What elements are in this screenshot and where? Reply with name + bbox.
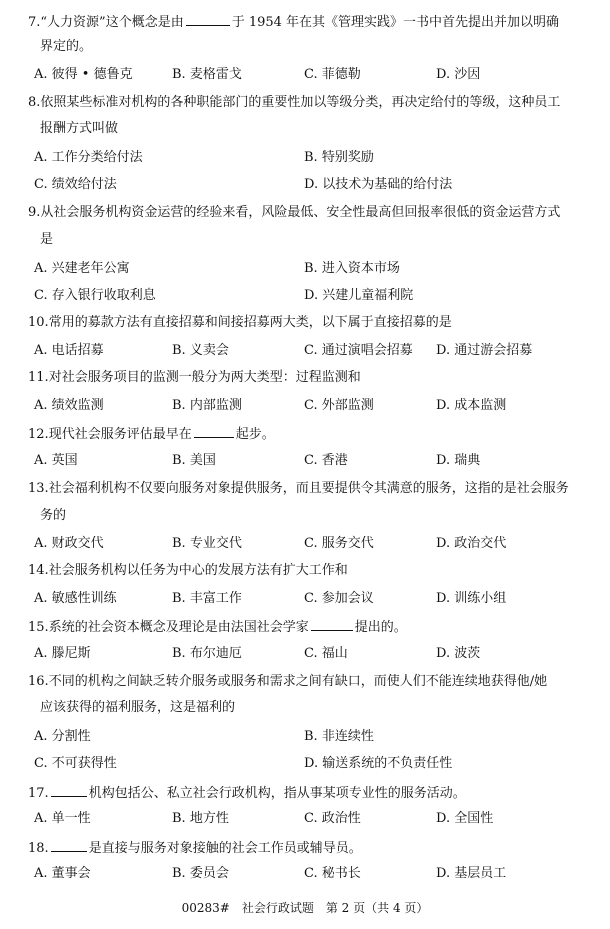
option-d: D. 成本监测 <box>436 398 507 413</box>
question-16 <box>28 675 588 688</box>
option-c: C. 通过演唱会招募 <box>304 343 413 358</box>
question-number: 13. <box>28 481 49 496</box>
question-stem: 现代社会服务评估最早在 <box>48 427 192 442</box>
option-c: C. 香港 <box>304 453 348 468</box>
option-a: A. 电话招募 <box>34 343 104 358</box>
option-b: B. 布尔迪厄 <box>172 646 242 661</box>
option-d: D. 全国性 <box>436 811 494 826</box>
option-b: B. 地方性 <box>172 811 229 826</box>
question-stem: 依照某些标准对机构的各种职能部门的重要性加以等级分类，再决定给付的等级，这种员工 <box>40 95 561 110</box>
question-9 <box>28 206 588 219</box>
option-c: C. 秘书长 <box>304 866 361 881</box>
question-stem: 从社会服务机构资金运营的经验来看，风险最低、安全性最高但回报率很低的资金运营方式 <box>40 205 561 220</box>
question-number: 18. <box>28 841 49 856</box>
option-d: D. 政治交代 <box>436 536 507 551</box>
option-b: B. 义卖会 <box>172 343 229 358</box>
question-15 <box>28 619 588 634</box>
option-c: C. 服务交代 <box>304 536 374 551</box>
question-number: 14. <box>28 563 49 578</box>
question-number: 10. <box>28 315 49 330</box>
question-8 <box>28 96 588 109</box>
option-d: D. 波茨 <box>436 646 481 661</box>
option-a: A. 工作分类给付法 <box>34 150 143 165</box>
question-stem: 社会服务机构以任务为中心的发展方法有扩大工作和 <box>48 563 348 578</box>
option-b: B. 非连续性 <box>304 729 374 744</box>
option-a: A. 董事会 <box>34 866 91 881</box>
question-12 <box>28 426 588 441</box>
question-9-continued: 是 <box>40 232 54 247</box>
option-c: C. 不可获得性 <box>34 756 117 771</box>
question-number: 8. <box>28 95 41 110</box>
exam-title: 社会行政试题 <box>241 901 314 915</box>
option-a: A. 绩效监测 <box>34 398 104 413</box>
option-b: B. 丰富工作 <box>172 591 242 606</box>
question-10 <box>28 316 588 329</box>
question-18 <box>28 840 588 855</box>
question-stem-continued: 提出的。 <box>354 620 407 635</box>
question-stem: 对社会服务项目的监测一般分为两大类型：过程监测和 <box>48 370 361 385</box>
exam-code: 00283# <box>181 901 230 915</box>
option-a: A. 单一性 <box>34 811 91 826</box>
option-d: D. 以技术为基础的给付法 <box>304 177 453 192</box>
question-17 <box>28 785 588 800</box>
option-a: A. 英国 <box>34 453 78 468</box>
question-11 <box>28 371 588 384</box>
question-16-continued: 应该获得的福利服务，这是福利的 <box>40 700 236 715</box>
option-c: C. 福山 <box>304 646 348 661</box>
question-13 <box>28 482 588 495</box>
option-b: B. 美国 <box>172 453 216 468</box>
option-d: D. 兴建儿童福利院 <box>304 288 414 303</box>
option-c: C. 菲德勒 <box>304 67 361 82</box>
answer-blank <box>194 426 234 438</box>
question-13-continued: 务的 <box>40 508 67 523</box>
question-stem: “人力资源”这个概念是由 <box>40 15 184 30</box>
question-stem: 机构包括公、私立社会行政机构，指从事某项专业性的服务活动。 <box>88 786 466 801</box>
option-d: D. 训练小组 <box>436 591 507 606</box>
answer-blank <box>51 840 87 852</box>
question-number: 9. <box>28 205 41 220</box>
question-number: 15. <box>28 620 49 635</box>
answer-blank <box>311 619 353 631</box>
answer-blank <box>186 14 230 26</box>
question-number: 12. <box>28 427 49 442</box>
option-b: B. 专业交代 <box>172 536 242 551</box>
question-number: 7. <box>28 15 41 30</box>
question-stem: 是直接与服务对象接触的社会工作员或辅导员。 <box>88 841 362 856</box>
option-b: B. 进入资本市场 <box>304 261 400 276</box>
question-stem: 系统的社会资本概念及理论是由法国社会学家 <box>48 620 309 635</box>
option-c: C. 存入银行收取利息 <box>34 288 156 303</box>
option-d: D. 基层员工 <box>436 866 507 881</box>
page-footer <box>0 902 610 914</box>
option-c: C. 参加会议 <box>304 591 374 606</box>
option-b: B. 委员会 <box>172 866 229 881</box>
question-stem: 不同的机构之间缺乏转介服务或服务和需求之间有缺口，而使人们不能连续地获得他/她 <box>48 674 548 689</box>
question-14 <box>28 564 588 577</box>
option-d: D. 瑞典 <box>436 453 481 468</box>
option-b: B. 内部监测 <box>172 398 242 413</box>
option-a: A. 分割性 <box>34 729 91 744</box>
option-a: A. 兴建老年公寓 <box>34 261 130 276</box>
answer-blank <box>51 785 87 797</box>
question-stem: 社会福利机构不仅要向服务对象提供服务，而且要提供令其满意的服务，这指的是社会服务 <box>48 481 569 496</box>
question-7 <box>28 14 588 29</box>
question-8-continued: 报酬方式叫做 <box>40 121 119 136</box>
option-b: B. 麦格雷戈 <box>172 67 242 82</box>
option-a: A. 彼得 • 德鲁克 <box>34 67 133 82</box>
question-stem-continued: 于 1954 年在其《管理实践》一书中首先提出并加以明确 <box>231 15 560 30</box>
option-c: C. 绩效给付法 <box>34 177 117 192</box>
option-b: B. 特别奖励 <box>304 150 374 165</box>
question-7-continued: 界定的。 <box>40 39 93 54</box>
option-c: C. 外部监测 <box>304 398 374 413</box>
page-number: 第 2 页（共 4 页） <box>325 901 429 915</box>
option-d: D. 输送系统的不负责任性 <box>304 756 453 771</box>
option-a: A. 滕尼斯 <box>34 646 91 661</box>
option-a: A. 敏感性训练 <box>34 591 117 606</box>
option-a: A. 财政交代 <box>34 536 104 551</box>
option-d: D. 沙因 <box>436 67 481 82</box>
option-c: C. 政治性 <box>304 811 361 826</box>
question-number: 17. <box>28 786 49 801</box>
question-stem-continued: 起步。 <box>235 427 275 442</box>
question-number: 16. <box>28 674 49 689</box>
question-stem: 常用的募款方法有直接招募和间接招募两大类，以下属于直接招募的是 <box>48 315 452 330</box>
option-d: D. 通过游会招募 <box>436 343 533 358</box>
question-number: 11. <box>28 370 49 385</box>
